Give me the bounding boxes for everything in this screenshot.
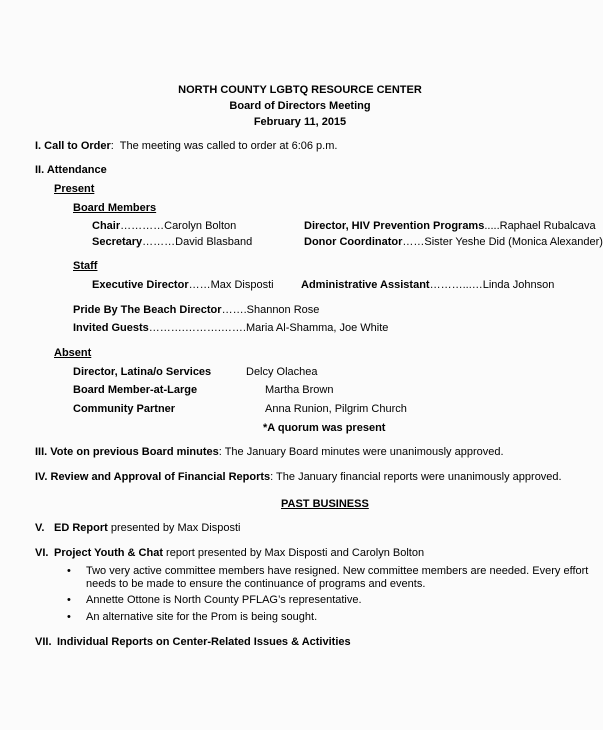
exec-role: Executive Director	[92, 279, 189, 291]
pride-dots: …….	[221, 304, 247, 316]
absent-row3-name: Anna Runion, Pilgrim Church	[265, 403, 407, 415]
pride-role: Pride By The Beach Director	[73, 304, 222, 316]
vote-section	[35, 446, 504, 459]
project-youth-text: report presented by Max Disposti and Carolyn Bolton	[163, 547, 425, 559]
ed-report-label: ED Report	[54, 522, 108, 534]
bullet-1-line-1: Two very active committee members have resigned. New committee members are needed. Every effort	[86, 565, 589, 577]
chair-row	[92, 220, 236, 233]
donor-dots: ……	[402, 236, 425, 248]
director-hiv-dots: .....	[484, 220, 500, 232]
absent-row3-role: Community Partner	[73, 403, 176, 415]
board-members-heading: Board Members	[73, 202, 157, 214]
present-heading: Present	[54, 183, 95, 195]
bullet-2-line-1: Annette Ottone is North County PFLAG’s representative.	[86, 594, 362, 606]
vote-label: III. Vote on previous Board minutes	[35, 446, 219, 458]
invited-dots: ……….……….…….	[148, 322, 246, 334]
individual-reports-label: Individual Reports on Center-Related Issues & Activities	[57, 636, 351, 648]
ed-report-section	[35, 522, 240, 535]
ed-report-number: V.	[35, 522, 45, 534]
director-hiv-role: Director, HIV Prevention Programs	[304, 220, 485, 232]
invited-guests-row	[73, 322, 388, 335]
director-hiv-name: Raphael Rubalcava	[499, 220, 596, 232]
absent-row1-role: Director, Latina/o Services	[73, 366, 212, 378]
exec-name: Max Disposti	[210, 279, 274, 291]
invited-role: Invited Guests	[73, 322, 149, 334]
call-to-order-text: The meeting was called to order at 6:06 p.m.	[113, 140, 338, 152]
invited-name: Maria Al-Shamma, Joe White	[245, 322, 389, 334]
project-youth-number: VI.	[35, 547, 49, 559]
review-label: IV. Review and Approval of Financial Reports	[35, 471, 271, 483]
attendance-heading: II. Attendance	[35, 164, 107, 176]
absent-row2-role: Board Member-at-Large	[73, 384, 198, 396]
bullet-1-line-2: needs to be made to ensure the continuance of programs and events.	[86, 578, 426, 590]
quorum-note: *A quorum was present	[263, 422, 386, 434]
review-text: : The January financial reports were unanimously approved.	[270, 471, 562, 483]
vote-text: : The January Board minutes were unanimously approved.	[218, 446, 504, 458]
pride-director-row	[73, 304, 319, 317]
call-to-order-colon: :	[110, 140, 114, 152]
admin-role: Administrative Assistant	[301, 279, 430, 291]
ed-report-text: presented by Max Disposti	[107, 522, 241, 534]
donor-role: Donor Coordinator	[304, 236, 403, 248]
review-section	[35, 471, 562, 484]
bullet-dot: •	[67, 594, 71, 606]
admin-dots: ………...…	[429, 279, 483, 291]
meeting-date: February 11, 2015	[253, 116, 347, 128]
chair-name: Carolyn Bolton	[164, 220, 237, 232]
bullet-dot: •	[67, 611, 71, 623]
absent-row1-name: Delcy Olachea	[246, 366, 318, 378]
meeting-title: Board of Directors Meeting	[229, 100, 371, 112]
donor-name: Sister Yeshe Did (Monica Alexander)	[424, 236, 603, 248]
individual-reports-section	[35, 636, 351, 649]
director-hiv-row	[304, 220, 596, 233]
org-title: NORTH COUNTY LGBTQ RESOURCE CENTER	[178, 84, 422, 96]
absent-row2-name: Martha Brown	[265, 384, 334, 396]
secretary-role: Secretary	[92, 236, 143, 248]
secretary-name: David Blasband	[175, 236, 253, 248]
project-youth-section	[35, 547, 424, 560]
pride-name: Shannon Rose	[246, 304, 320, 316]
secretary-row	[92, 236, 252, 249]
past-business-heading: PAST BUSINESS	[281, 498, 369, 510]
staff-heading: Staff	[73, 260, 98, 272]
admin-assistant-row	[301, 279, 554, 292]
secretary-dots: ………	[142, 236, 176, 248]
individual-reports-number: VII.	[35, 636, 52, 648]
exec-dots: ……	[188, 279, 211, 291]
bullet-3-line-1: An alternative site for the Prom is being sought.	[86, 611, 318, 623]
chair-dots: …………	[120, 220, 165, 232]
executive-director-row	[92, 279, 274, 292]
absent-heading: Absent	[54, 347, 92, 359]
call-to-order	[35, 140, 337, 153]
donor-coordinator-row	[304, 236, 603, 249]
bullet-dot: •	[67, 565, 71, 577]
admin-name: Linda Johnson	[482, 279, 555, 291]
chair-role: Chair	[92, 220, 121, 232]
call-to-order-label: I. Call to Order	[35, 140, 111, 152]
project-youth-label: Project Youth & Chat	[54, 547, 163, 559]
